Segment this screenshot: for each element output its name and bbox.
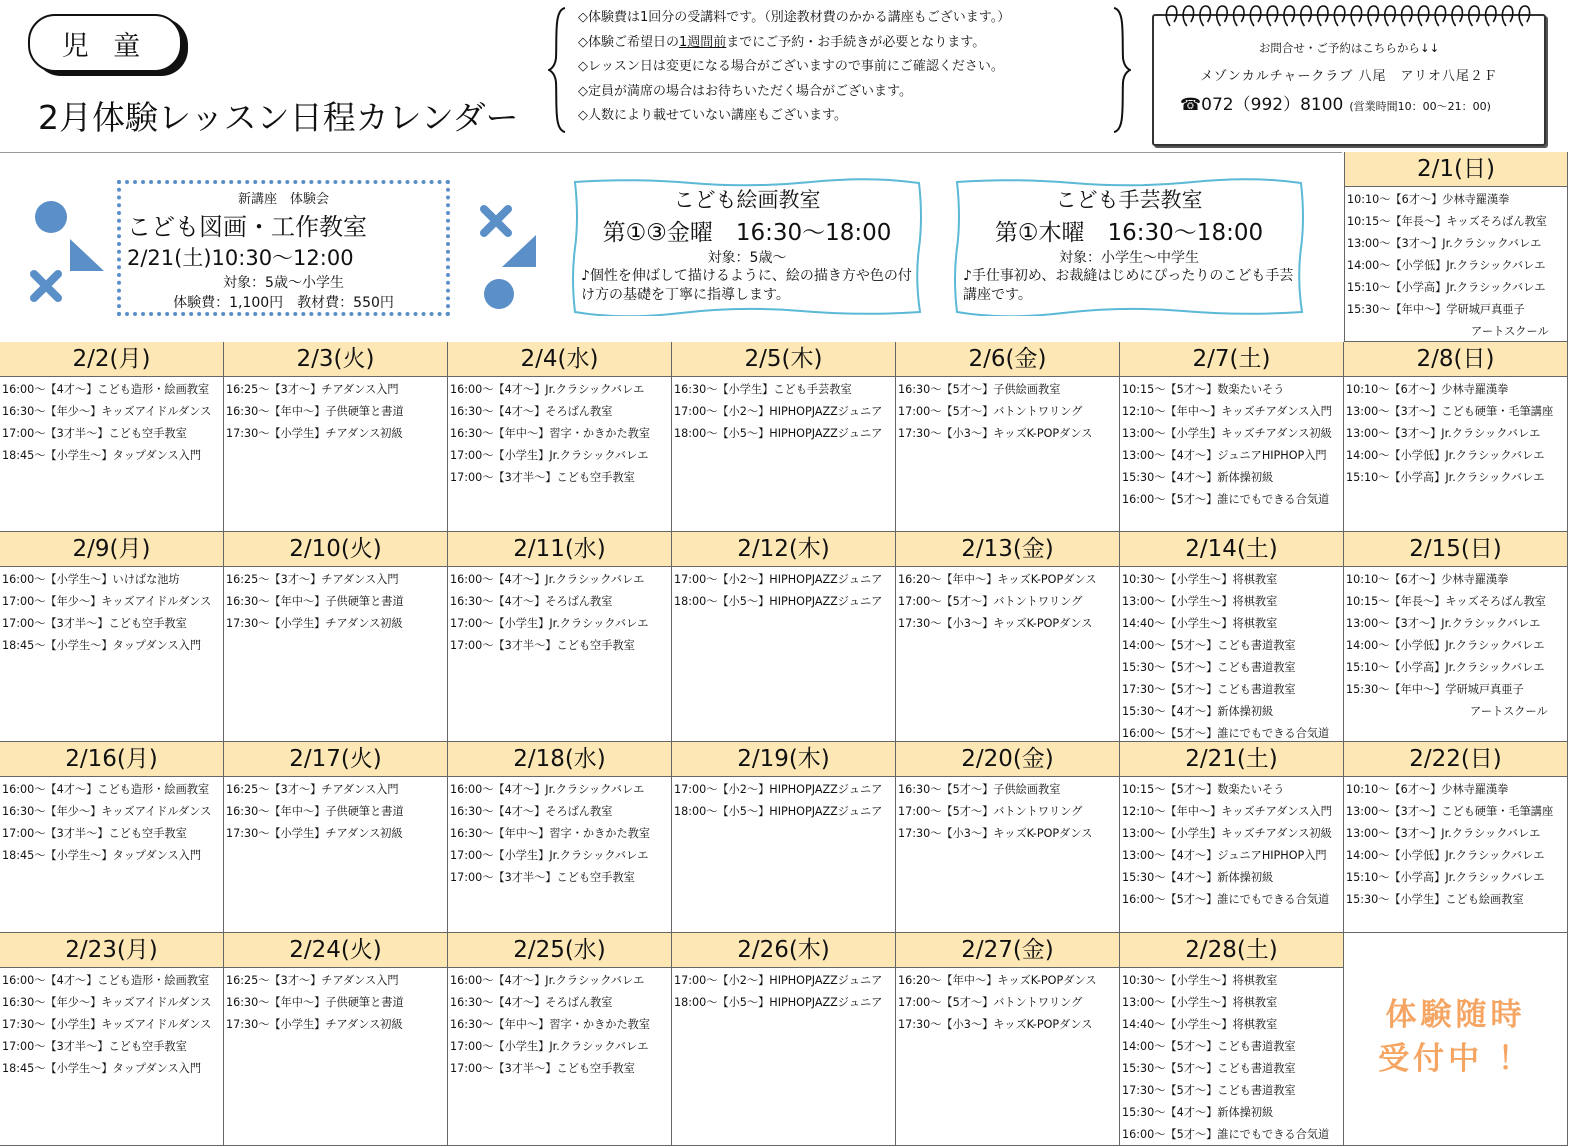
lesson-list (896, 968, 1119, 1036)
left-brace-icon (548, 6, 568, 134)
painting-schedule: 第①③金曜 16:30～18:00 (602, 220, 892, 246)
lesson-item: 16:30～【年中～】習字・かきかた教室 (450, 1018, 651, 1031)
day-cell (1344, 742, 1568, 933)
day-cell (224, 933, 448, 1146)
lesson-item: 15:30～【5才～】こども書道教室 (1122, 661, 1296, 674)
lesson-item: 17:00～【3才半～】こども空手教室 (2, 617, 187, 630)
contact-phone-line (1180, 90, 1491, 115)
lesson-item: 12:10～【年中～】キッズチアダンス入門 (1122, 405, 1332, 418)
lesson-item: 17:00～【5才～】バトントワリング (898, 405, 1083, 418)
lesson-item: 18:00～【小5～】HIPHOPJAZZジュニア (674, 427, 883, 440)
lesson-list (1344, 567, 1567, 723)
lesson-item: 14:00～【小学低】Jr.クラシックバレエ (1346, 849, 1545, 862)
lesson-item: 13:00～【小学生】キッズチアダンス初級 (1122, 827, 1332, 840)
lesson-list (1120, 777, 1343, 911)
lesson-item: 16:00～【4才～】こども造形・絵画教室 (2, 783, 210, 796)
handicraft-title: こども手芸教室 (1055, 188, 1203, 212)
lesson-item: 18:00～【小5～】HIPHOPJAZZジュニア (674, 805, 883, 818)
lesson-item: 17:30～【小学生】チアダンス初級 (226, 827, 403, 840)
day-cell (1120, 342, 1344, 532)
lesson-item: 15:10～【小学高】Jr.クラシックバレエ (1347, 281, 1546, 294)
painting-title: こども絵画教室 (673, 188, 821, 212)
lesson-item: 16:20～【年中～】キッズK-POPダンス (898, 974, 1097, 987)
lesson-item: 16:30～【年中～】子供硬筆と書道 (226, 805, 404, 818)
lesson-item: 10:10～【6才～】少林寺羅漢拳 (1347, 193, 1510, 206)
note-item: ◇人数により載せていない講座もございます。 (578, 108, 847, 123)
day-header: 2/27(金) (896, 933, 1119, 968)
lesson-item: 13:00～【3才～】Jr.クラシックバレエ (1346, 617, 1541, 630)
lesson-item: 16:00～【5才～】誰にでもできる合気道 (1122, 727, 1330, 740)
day-header: 2/28(土) (1120, 933, 1343, 968)
lesson-item: 17:00～【3才半～】こども空手教室 (450, 1062, 635, 1075)
lesson-item: 15:10～【小学高】Jr.クラシックバレエ (1346, 661, 1545, 674)
lesson-item: 13:00～【小学生】キッズチアダンス初級 (1122, 427, 1332, 440)
lesson-list (896, 377, 1119, 445)
lesson-item: 17:00～【3才半～】こども空手教室 (450, 871, 635, 884)
lesson-item: 17:30～【小学生】チアダンス初級 (226, 1018, 403, 1031)
day-cell (448, 742, 672, 933)
lesson-item: 13:00～【3才～】こども硬筆・毛筆講座 (1346, 805, 1554, 818)
lesson-item: 16:00～【5才～】誰にでもできる合気道 (1122, 893, 1330, 906)
promo-area (0, 152, 1342, 343)
lesson-item: 17:00～【5才～】バトントワリング (898, 996, 1083, 1009)
lesson-item: 16:00～【4才～】Jr.クラシックバレエ (450, 573, 645, 586)
lesson-item: 13:00～【小学生～】将棋教室 (1122, 996, 1278, 1009)
lesson-item: 16:25～【3才～】チアダンス入門 (226, 573, 399, 586)
lesson-list (448, 777, 671, 889)
lesson-item: 17:30～【小3～】キッズK-POPダンス (898, 1018, 1093, 1031)
day-cell (448, 342, 672, 532)
trial-note-cell (1344, 933, 1568, 1146)
lesson-list (1344, 777, 1567, 911)
lesson-item: 17:00～【小学生】Jr.クラシックバレエ (450, 1040, 649, 1053)
day-cell (672, 342, 896, 532)
promo-target: 対象：5歳～小学生 (223, 275, 344, 291)
lesson-item: 15:30～【4才～】新体操初級 (1122, 471, 1274, 484)
note-item: ◇体験ご希望日の1週間前までにご予約・お手続きが必要となります。 (578, 34, 986, 50)
lesson-item: 14:00～【5才～】こども書道教室 (1122, 639, 1296, 652)
lesson-list (672, 567, 895, 613)
promo-handicraft-class (953, 178, 1305, 316)
note-item: ◇レッスン日は変更になる場合がございますので事前にご確認ください。 (578, 59, 1004, 74)
lesson-list (672, 777, 895, 823)
lesson-list (448, 377, 671, 489)
right-brace-icon (1111, 6, 1131, 134)
lesson-item: 17:30～【小学生】チアダンス初級 (226, 427, 403, 440)
lesson-item: 17:00～【小2～】HIPHOPJAZZジュニア (674, 783, 883, 796)
lesson-item: 10:15～【5才～】数楽たいそう (1122, 783, 1285, 796)
lesson-item: 18:00～【小5～】HIPHOPJAZZジュニア (674, 595, 883, 608)
lesson-item: 10:10～【6才～】少林寺羅漢拳 (1346, 573, 1509, 586)
lesson-list (448, 968, 671, 1080)
lesson-item: 14:40～【小学生～】将棋教室 (1122, 617, 1278, 630)
lesson-item: 18:45～【小学生～】タップダンス入門 (2, 449, 202, 462)
lesson-item: 16:30～【小学生】こども手芸教室 (674, 383, 852, 396)
lesson-item: 16:30～【年中～】子供硬筆と書道 (226, 996, 404, 1009)
lesson-item: 12:10～【年中～】キッズチアダンス入門 (1122, 805, 1332, 818)
lesson-list (224, 377, 447, 445)
lesson-item: 18:45～【小学生～】タップダンス入門 (2, 1062, 202, 1075)
lesson-list (1120, 567, 1343, 745)
lesson-item: 15:30～【年中～】学研城戸真亜子 (1347, 303, 1525, 316)
day-header: 2/20(金) (896, 742, 1119, 777)
lesson-item: 10:10～【6才～】少林寺羅漢拳 (1346, 783, 1509, 796)
day-header: 2/8(日) (1344, 342, 1567, 377)
promo-new-badge: 新講座 体験会 (237, 192, 329, 207)
lesson-item: 16:00～【4才～】Jr.クラシックバレエ (450, 383, 645, 396)
lesson-item: 17:00～【小学生】Jr.クラシックバレエ (450, 849, 649, 862)
lesson-item: 17:00～【小2～】HIPHOPJAZZジュニア (674, 405, 883, 418)
lesson-list (448, 567, 671, 657)
day-header: 2/14(土) (1120, 532, 1343, 567)
promo-painting-class (571, 178, 923, 316)
lesson-list (1120, 377, 1343, 511)
lesson-list (0, 777, 223, 867)
day-header: 2/2(月) (0, 342, 223, 377)
handicraft-schedule: 第①木曜 16:30～18:00 (994, 220, 1264, 246)
day-cell (224, 532, 448, 742)
lesson-item: 16:00～【4才～】こども造形・絵画教室 (2, 383, 210, 396)
triangle-shape-icon (500, 233, 538, 269)
lesson-list (224, 567, 447, 635)
lesson-item: 10:30～【小学生～】将棋教室 (1122, 573, 1278, 586)
lesson-item: 17:00～【5才～】バトントワリング (898, 595, 1083, 608)
lesson-item: 14:00～【5才～】こども書道教室 (1122, 1040, 1296, 1053)
day-cell (1120, 933, 1344, 1146)
lesson-item: 17:30～【小3～】キッズK-POPダンス (898, 827, 1093, 840)
trial-note-line: 受付中 ！ (1378, 1041, 1533, 1077)
lesson-item: 17:00～【5才～】バトントワリング (898, 805, 1083, 818)
day-cell (448, 532, 672, 742)
contact-intro: お問合せ・ご予約はこちらから↓↓ (1258, 41, 1440, 55)
lesson-item: 13:00～【3才～】Jr.クラシックバレエ (1346, 827, 1541, 840)
day-cell (896, 342, 1120, 532)
painting-desc: ♪個性を伸ばして描けるように、絵の描き方や色の付け方の基礎を丁寧に指導します。 (581, 268, 912, 303)
lesson-list (224, 968, 447, 1036)
day-header: 2/24(火) (224, 933, 447, 968)
promo-drawing-class (117, 180, 450, 316)
day-header: 2/1(日) (1345, 152, 1567, 187)
lesson-list (1120, 968, 1343, 1146)
lesson-item: 16:30～【4才～】そろばん教室 (450, 405, 613, 418)
contact-hours: (営業時間10：00～21：00) (1349, 100, 1491, 113)
lesson-item: 17:00～【3才半～】こども空手教室 (2, 427, 187, 440)
note-item: ◇定員が満席の場合はお待ちいただく場合がございます。 (578, 83, 912, 99)
lesson-item: 10:15～【年長～】キッズそろばん教室 (1346, 595, 1546, 608)
day-header: 2/26(木) (672, 933, 895, 968)
lesson-item: 16:00～【4才～】Jr.クラシックバレエ (450, 974, 645, 987)
day-header: 2/16(月) (0, 742, 223, 777)
day-cell (0, 342, 224, 532)
lesson-list (0, 968, 223, 1080)
lesson-item: 16:30～【5才～】子供絵画教室 (898, 783, 1061, 796)
lesson-item: 16:00～【小学生～】いけばな池坊 (2, 573, 180, 586)
lesson-item: 17:00～【小2～】HIPHOPJAZZジュニア (674, 974, 883, 987)
lesson-item: 10:30～【小学生～】将棋教室 (1122, 974, 1278, 987)
lesson-item: 18:45～【小学生～】タップダンス入門 (2, 639, 202, 652)
lesson-item: 17:00～【3才半～】こども空手教室 (2, 827, 187, 840)
day-header: 2/22(日) (1344, 742, 1567, 777)
day-header: 2/25(水) (448, 933, 671, 968)
lesson-item: 16:30～【年中～】子供硬筆と書道 (226, 405, 404, 418)
lesson-item: 16:30～【年少～】キッズアイドルダンス (2, 805, 212, 818)
lesson-item: 16:30～【年中～】習字・かきかた教室 (450, 427, 651, 440)
lesson-item: 15:30～【4才～】新体操初級 (1122, 705, 1274, 718)
day-header: 2/7(土) (1120, 342, 1343, 377)
lesson-item: 16:30～【年中～】子供硬筆と書道 (226, 595, 404, 608)
lesson-item: 17:30～【5才～】こども書道教室 (1122, 1084, 1296, 1097)
lesson-item: 15:10～【小学高】Jr.クラシックバレエ (1346, 471, 1545, 484)
handicraft-desc: ♪手仕事初め、お裁縫はじめにぴったりのこども手芸講座です。 (963, 268, 1294, 303)
lesson-item: 17:00～【3才半～】こども空手教室 (450, 639, 635, 652)
lesson-item: 13:00～【4才～】ジュニアHIPHOP入門 (1122, 849, 1327, 862)
day-header: 2/11(水) (448, 532, 671, 567)
lesson-item: 13:00～【4才～】ジュニアHIPHOP入門 (1122, 449, 1327, 462)
lesson-item: 16:00～【4才～】こども造形・絵画教室 (2, 974, 210, 987)
lesson-list (224, 777, 447, 845)
day-header: 2/5(木) (672, 342, 895, 377)
lesson-item: 17:00～【3才半～】こども空手教室 (2, 1040, 187, 1053)
lesson-item: 15:30～【4才～】新体操初級 (1122, 1106, 1274, 1119)
day-header: 2/19(木) (672, 742, 895, 777)
lesson-item: 15:30～【年中～】学研城戸真亜子 (1346, 683, 1524, 696)
contact-phone[interactable]: ☎072（992）8100 (1180, 95, 1344, 115)
day-header: 2/21(土) (1120, 742, 1343, 777)
day-cell (1344, 532, 1568, 742)
day-header: 2/4(水) (448, 342, 671, 377)
lesson-item: 16:00～【5才～】誰にでもできる合気道 (1122, 493, 1330, 506)
lesson-item: 17:30～【5才～】こども書道教室 (1122, 683, 1296, 696)
circle-shape-icon (33, 199, 69, 235)
lesson-item: 15:10～【小学高】Jr.クラシックバレエ (1346, 871, 1545, 884)
lesson-item: 17:00～【小学生】Jr.クラシックバレエ (450, 449, 649, 462)
lesson-item: 17:00～【3才半～】こども空手教室 (450, 471, 635, 484)
lesson-item: アートスクール (1470, 705, 1548, 718)
handicraft-target: 対象：小学生～中学生 (1059, 250, 1199, 266)
page-title: 2月体験レッスン日程カレンダー (38, 98, 519, 137)
day-header: 2/10(火) (224, 532, 447, 567)
painting-target: 対象：5歳～ (707, 250, 787, 266)
lesson-item: 14:40～【小学生～】将棋教室 (1122, 1018, 1278, 1031)
promo-title: こども図画・工作教室 (127, 213, 367, 241)
notes-box (556, 6, 1121, 134)
day-cell (0, 532, 224, 742)
day-cell (1120, 532, 1344, 742)
lesson-item: 17:30～【小学生】チアダンス初級 (226, 617, 403, 630)
lesson-item: 17:00～【小学生】Jr.クラシックバレエ (450, 617, 649, 630)
lesson-item: 10:15～【年長～】キッズそろばん教室 (1347, 215, 1547, 228)
cross-shape-icon (28, 268, 64, 304)
lesson-item: 17:30～【小学生】キッズアイドルダンス (2, 1018, 212, 1031)
lesson-item: 15:30～【5才～】こども書道教室 (1122, 1062, 1296, 1075)
note-item: ◇体験費は1回分の受講料です。（別途教材費のかかる講座もございます。） (578, 10, 1011, 25)
lesson-list (1344, 377, 1567, 489)
lesson-item: 10:15～【5才～】数楽たいそう (1122, 383, 1285, 396)
promo-fee: 体験費：1,100円 教材費：550円 (173, 295, 394, 311)
lesson-item: 10:10～【6才～】少林寺羅漢拳 (1346, 383, 1509, 396)
lesson-item: 13:00～【小学生～】将棋教室 (1122, 595, 1278, 608)
day-header: 2/6(金) (896, 342, 1119, 377)
day-cell (896, 933, 1120, 1146)
lesson-list (0, 377, 223, 467)
lesson-item: 16:30～【4才～】そろばん教室 (450, 996, 613, 1009)
day-cell (0, 933, 224, 1146)
lesson-list (896, 567, 1119, 635)
lesson-item: 16:30～【5才～】子供絵画教室 (898, 383, 1061, 396)
notepad-rings-icon (1162, 4, 1536, 30)
lesson-item: 13:00～【3才～】Jr.クラシックバレエ (1347, 237, 1542, 250)
trial-note-line: 体験随時 (1385, 997, 1526, 1033)
day-cell (0, 742, 224, 933)
lesson-item: 16:20～【年中～】キッズK-POPダンス (898, 573, 1097, 586)
lesson-item: 14:00～【小学低】Jr.クラシックバレエ (1346, 449, 1545, 462)
notes-list (556, 6, 1121, 129)
trial-note (1344, 993, 1567, 1081)
day-header: 2/13(金) (896, 532, 1119, 567)
lesson-item: 16:30～【年中～】習字・かきかた教室 (450, 827, 651, 840)
day-cell (896, 532, 1120, 742)
day-cell (224, 742, 448, 933)
lesson-item: 16:30～【4才～】そろばん教室 (450, 805, 613, 818)
day-cell (1344, 342, 1568, 532)
lesson-list (896, 777, 1119, 845)
day-header: 2/3(火) (224, 342, 447, 377)
lesson-item: 16:25～【3才～】チアダンス入門 (226, 974, 399, 987)
day-header: 2/9(月) (0, 532, 223, 567)
circle-shape-icon (482, 277, 516, 311)
lesson-item: 16:25～【3才～】チアダンス入門 (226, 783, 399, 796)
lesson-list (1345, 187, 1567, 343)
lesson-item: 16:30～【4才～】そろばん教室 (450, 595, 613, 608)
day-header: 2/18(水) (448, 742, 671, 777)
day-header: 2/12(木) (672, 532, 895, 567)
lesson-item: 13:00～【3才～】こども硬筆・毛筆講座 (1346, 405, 1554, 418)
day-cell (672, 532, 896, 742)
day-cell (1344, 152, 1568, 342)
lesson-item: 16:00～【4才～】Jr.クラシックバレエ (450, 783, 645, 796)
lesson-item: 15:30～【4才～】新体操初級 (1122, 871, 1274, 884)
lesson-item: アートスクール (1471, 325, 1549, 338)
lesson-list (672, 377, 895, 445)
day-cell (224, 342, 448, 532)
contact-location: メゾンカルチャークラブ 八尾 アリオ八尾２Ｆ (1200, 69, 1498, 84)
day-header: 2/15(日) (1344, 532, 1567, 567)
lesson-list (0, 567, 223, 657)
lesson-item: 17:30～【小3～】キッズK-POPダンス (898, 427, 1093, 440)
contact-notepad (1152, 14, 1546, 146)
lesson-item: 16:00～【5才～】誰にでもできる合気道 (1122, 1128, 1330, 1141)
triangle-shape-icon (68, 237, 106, 273)
day-cell (1120, 742, 1344, 933)
day-cell (672, 933, 896, 1146)
lesson-item: 17:00～【小2～】HIPHOPJAZZジュニア (674, 573, 883, 586)
lesson-list (672, 968, 895, 1014)
day-cell (672, 742, 896, 933)
lesson-item: 17:30～【小3～】キッズK-POPダンス (898, 617, 1093, 630)
lesson-item: 16:30～【年少～】キッズアイドルダンス (2, 996, 212, 1009)
day-header: 2/23(月) (0, 933, 223, 968)
lesson-item: 17:00～【年少～】キッズアイドルダンス (2, 595, 212, 608)
lesson-item: 14:00～【小学低】Jr.クラシックバレエ (1347, 259, 1546, 272)
lesson-item: 15:30～【小学生】こども絵画教室 (1346, 893, 1524, 906)
day-cell (896, 742, 1120, 933)
lesson-item: 14:00～【小学低】Jr.クラシックバレエ (1346, 639, 1545, 652)
lesson-item: 16:25～【3才～】チアダンス入門 (226, 383, 399, 396)
promo-date: 2/21(土)10:30～12:00 (127, 246, 354, 270)
category-badge: 児 童 (28, 14, 182, 72)
lesson-item: 16:30～【年少～】キッズアイドルダンス (2, 405, 212, 418)
lesson-item: 18:45～【小学生～】タップダンス入門 (2, 849, 202, 862)
day-cell (448, 933, 672, 1146)
lesson-item: 13:00～【3才～】Jr.クラシックバレエ (1346, 427, 1541, 440)
lesson-item: 18:00～【小5～】HIPHOPJAZZジュニア (674, 996, 883, 1009)
day-header: 2/17(火) (224, 742, 447, 777)
